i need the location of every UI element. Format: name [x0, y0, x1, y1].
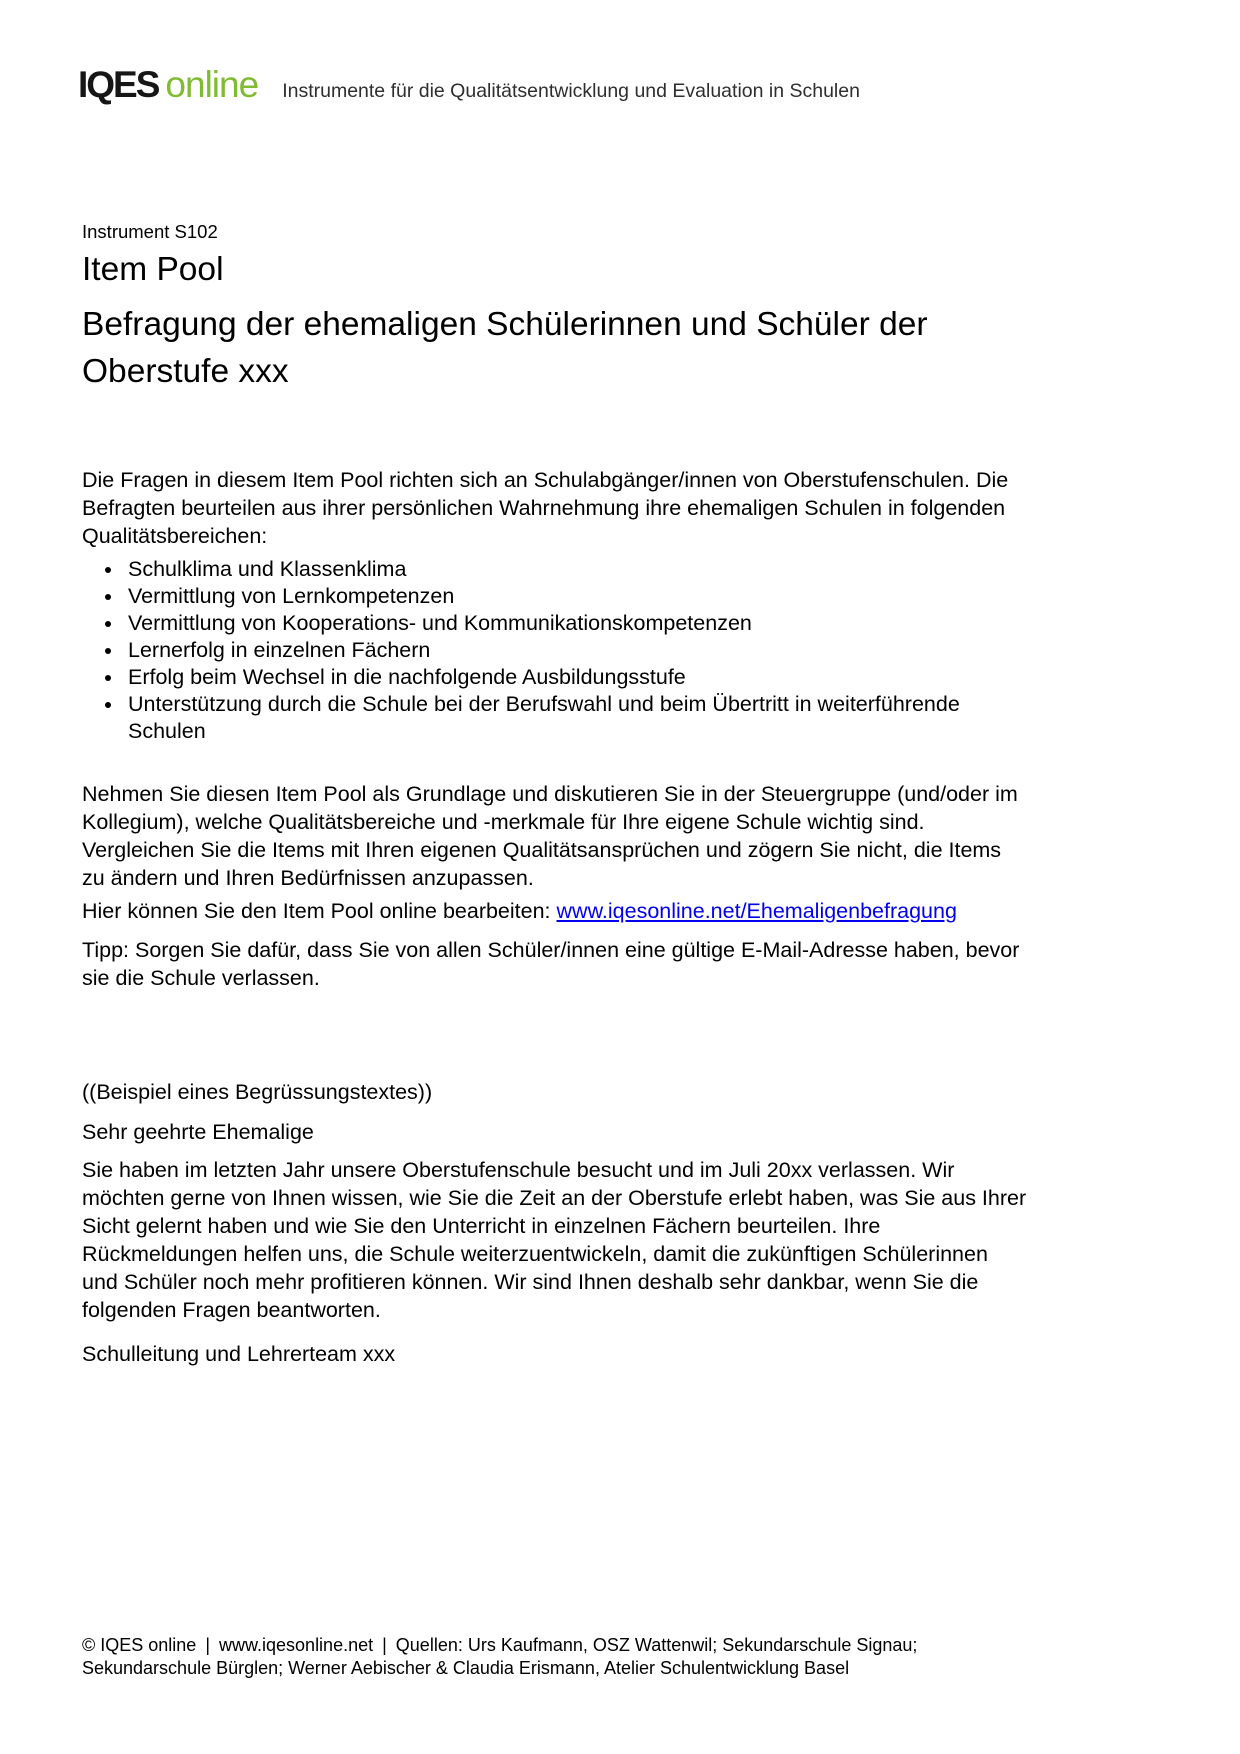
footer-separator: |	[382, 1635, 387, 1655]
logo-tagline: Instrumente für die Qualitätsentwicklung und Evaluation in Schulen	[282, 80, 860, 102]
footer-sources: Quellen: Urs Kaufmann, OSZ Wattenwil; Sekundarschule Signau; Sekundarschule Bürglen; Werner Aebischer & Claudia Erismann, Atelier Schulentwicklung Basel	[82, 1635, 918, 1678]
list-item: • Unterstützung durch die Schule bei der Berufswahl und beim Übertritt in weiterführende Schulen	[124, 691, 1027, 745]
list-item: • Erfolg beim Wechsel in die nachfolgende Ausbildungsstufe	[124, 664, 1027, 691]
header	[78, 64, 860, 106]
page-title: Item Pool	[82, 251, 224, 288]
footer-copyright: © IQES online	[82, 1635, 197, 1655]
tip-paragraph: Tipp: Sorgen Sie dafür, dass Sie von allen Schüler/innen eine gültige E-Mail-Adresse haben, bevor sie die Schule verlassen.	[82, 938, 1020, 990]
list-item: • Schulklima und Klassenklima	[124, 556, 1027, 583]
item-pool-link[interactable]: www.iqesonline.net/Ehemaligenbefragung	[556, 899, 957, 923]
list-item: • Vermittlung von Lernkompetenzen	[124, 583, 1027, 610]
online-edit-prefix: Hier können Sie den Item Pool online bearbeiten:	[82, 899, 557, 923]
usage-note-paragraph: Nehmen Sie diesen Item Pool als Grundlage und diskutieren Sie in der Steuergruppe (und/oder im Kollegium), welche Qualitätsbereiche und -merkmale für Ihre eigene Schule wichtig sind. Vergleichen Sie die Items mit Ihren eigenen Qualitätsansprüchen und zögern Sie nicht, die Items zu ändern und Ihren Bedürfnissen anzupassen.	[82, 782, 1018, 890]
iqes-logo-online: online	[165, 64, 259, 105]
page-footer	[82, 1634, 1032, 1680]
iqes-logo: IQES	[78, 64, 159, 105]
example-label: ((Beispiel eines Begrüssungstextes))	[82, 1080, 433, 1104]
footer-separator: |	[205, 1635, 211, 1655]
list-item: • Lernerfolg in einzelnen Fächern	[124, 637, 1027, 664]
instrument-label: Instrument S102	[82, 221, 218, 242]
footer-website: www.iqesonline.net	[219, 1635, 374, 1655]
online-edit-line	[82, 897, 1027, 925]
salutation: Sehr geehrte Ehemalige	[82, 1120, 314, 1144]
list-item: • Vermittlung von Kooperations- und Kommunikationskompetenzen	[124, 610, 1027, 637]
quality-areas-list	[82, 556, 1027, 745]
example-body-paragraph: Sie haben im letzten Jahr unsere Oberstufenschule besucht und im Juli 20xx verlassen. Wir möchten gerne von Ihnen wissen, wie Sie die Zeit an der Oberstufe erlebt haben, was Sie aus Ihrer Sicht gelernt haben und wie Sie den Unterricht in einzelnen Fächern beurteilen. Ihre Rückmeldungen helfen uns, die Schule weiterzuentwickeln, damit die zukünftigen Schülerinnen und Schüler noch mehr profitieren können. Wir sind Ihnen deshalb sehr dankbar, wenn Sie die folgenden Fragen beantworten.	[82, 1158, 1027, 1322]
intro-paragraph: Die Fragen in diesem Item Pool richten sich an Schulabgänger/innen von Oberstufenschulen. Die Befragten beurteilen aus ihrer persönlichen Wahrnehmung ihre ehemaligen Schulen in folgenden Qualitätsbereichen:	[82, 468, 1009, 548]
page-subtitle: Befragung der ehemaligen Schülerinnen und Schüler der Oberstufe xxx	[82, 306, 928, 390]
signature-line: Schulleitung und Lehrerteam xxx	[82, 1342, 396, 1366]
